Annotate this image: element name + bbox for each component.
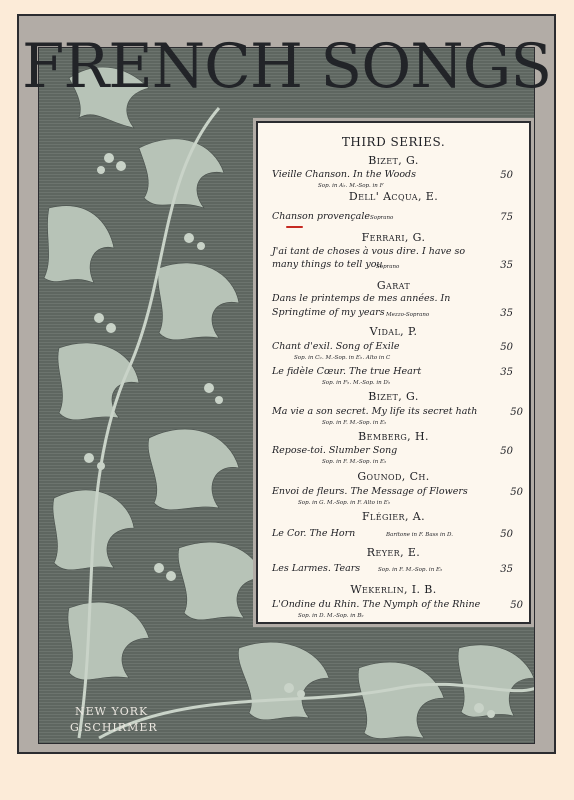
voice-ranges: Sop. in D. M.-Sop. in B♭ [298, 613, 364, 619]
composer-name: Ferrari, G. [361, 231, 426, 244]
composer-name: Garat [376, 279, 411, 292]
voice-ranges: Sop. in F. M.-Sop. in E♭ [378, 567, 443, 573]
song-title: Les Larmes. Tears [272, 563, 361, 574]
voice-ranges: Mezzo-Soprano [386, 312, 430, 318]
song-title: Le fidèle Cœur. The true Heart [272, 366, 422, 377]
voice-ranges: Sop. in F♭. M.-Sop. in D♭ [322, 380, 391, 386]
price: 75 [500, 212, 513, 223]
composer-name: Flégier, A. [361, 510, 426, 523]
voice-ranges: Baritone in F. Bass in D. [386, 532, 454, 538]
song-title: Ma vie a son secret. My life its secret hath [272, 406, 478, 417]
composer-name: Wekerlin, I. B. [350, 583, 437, 596]
song-title: Dans le printemps de mes années. In [272, 293, 451, 304]
voice-ranges: Soprano [370, 215, 394, 221]
song-title: J'ai tant de choses à vous dire. I have so [272, 246, 466, 257]
song-title: Chant d'exil. Song of Exile [272, 341, 400, 352]
price: 50 [500, 342, 513, 353]
song-title: Le Cor. The Horn [272, 528, 356, 539]
composer-name: Bemberg, H. [358, 430, 429, 443]
song-title: Repose-toi. Slumber Song [272, 445, 398, 456]
voice-ranges: Sop. in F. M.-Sop. in E♭ [322, 420, 387, 426]
price: 35 [500, 367, 513, 378]
composer-name: Vidal, P. [369, 325, 418, 338]
voice-ranges: Sop. in A♭. M.-Sop. in F [318, 183, 384, 189]
song-title: Vieille Chanson. In the Woods [272, 169, 417, 180]
price: 35 [500, 260, 513, 271]
song-title: L'Ondine du Rhin. The Nymph of the Rhine [272, 599, 481, 610]
song-title-line2: many things to tell you [272, 259, 383, 270]
voice-ranges: Sop. in C♭. M.-Sop. in E♭. Alto in C [294, 355, 391, 361]
voice-ranges: Soprano [376, 264, 400, 270]
price: 35 [500, 564, 513, 575]
song-title-line2: Springtime of my years [272, 307, 385, 318]
contents-panel [256, 121, 531, 624]
red-pencil-mark [286, 226, 303, 228]
composer-name: Reyer, E. [366, 546, 421, 559]
series-title: THIRD SERIES. [341, 135, 446, 149]
publisher-city: NEW YORK [75, 705, 149, 718]
composer-name: Bizet, G. [368, 154, 419, 167]
publisher-name: G.SCHIRMER [70, 721, 158, 734]
price: 50 [510, 600, 523, 611]
price: 50 [500, 446, 513, 457]
voice-ranges: Sop. in G. M.-Sop. in F. Alto in E♭ [298, 500, 391, 506]
price: 35 [500, 308, 513, 319]
price: 50 [500, 170, 513, 181]
composer-name: Dell' Acqua, E. [348, 190, 439, 203]
composer-name: Gounod, Ch. [357, 470, 430, 483]
song-title: Envoi de fleurs. The Message of Flowers [272, 486, 468, 497]
price: 50 [500, 529, 513, 540]
composer-name: Bizet, G. [368, 390, 419, 403]
cover-title: FRENCH SONGS [22, 31, 552, 102]
song-title: Chanson provençale [272, 211, 370, 222]
price: 50 [510, 407, 523, 418]
voice-ranges: Sop. in F. M.-Sop. in E♭ [322, 459, 387, 465]
price: 50 [510, 487, 523, 498]
